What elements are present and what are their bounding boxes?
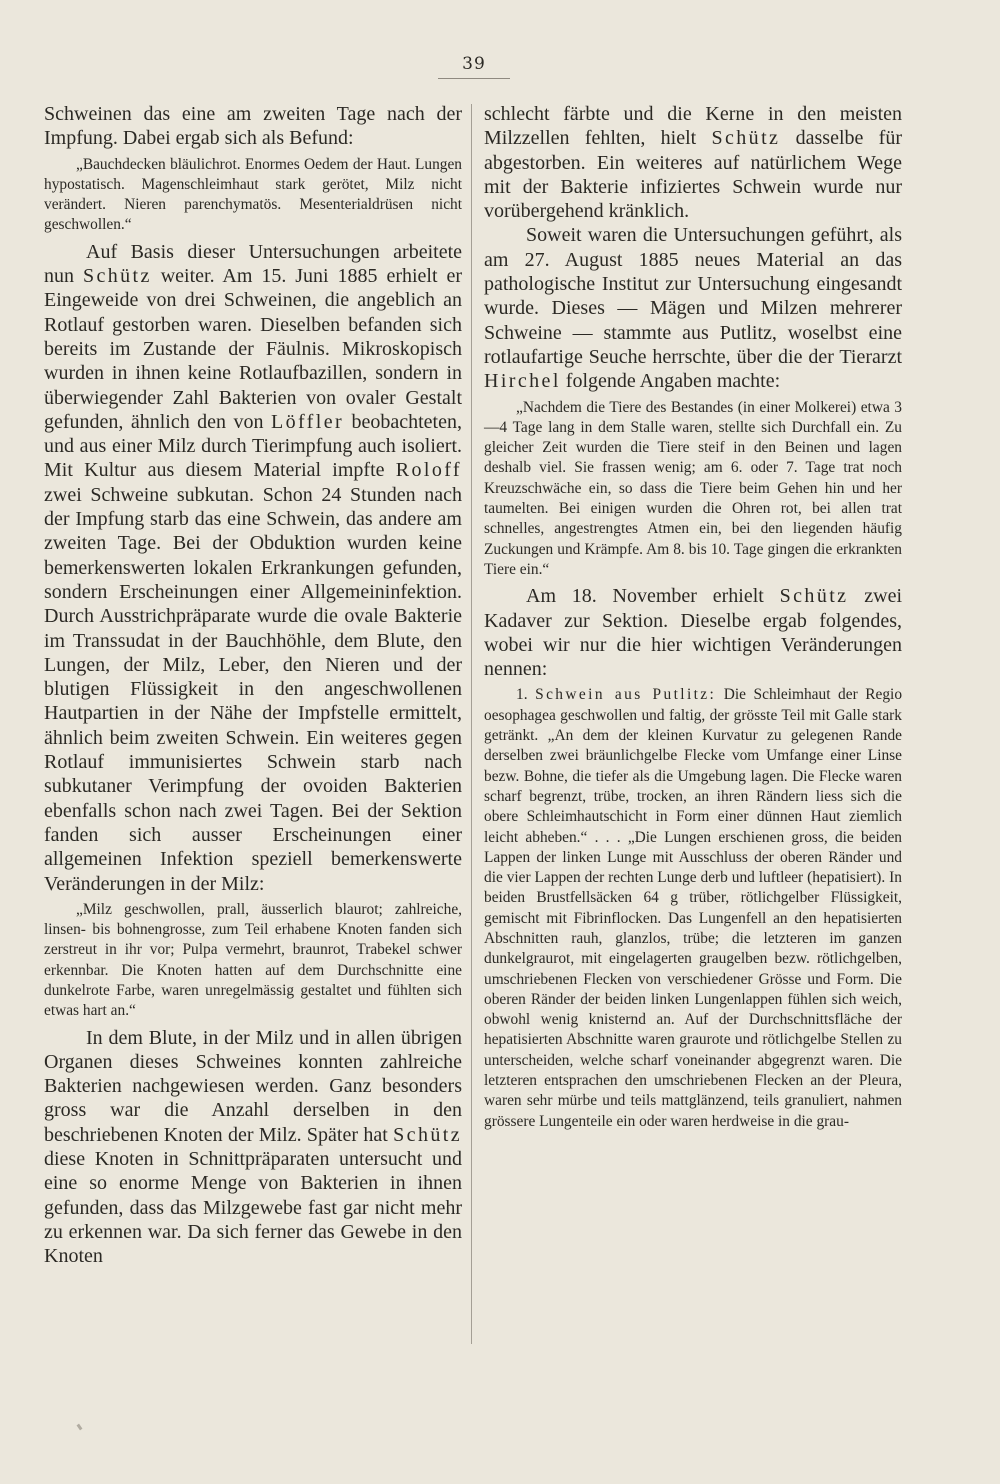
person-name: Schütz (711, 127, 781, 150)
text-run: folgende Angaben machte: (560, 370, 781, 393)
text-run: diese Knoten in Schnittpräparaten untersucht und eine so enorme Menge von Bakterien in ihnen gefunden, dass das Milzgewebe fast gar nicht mehr zu erkennen war. Da sich ferner das Gewebe in den Knoten (44, 1148, 462, 1268)
person-name: Roloff (395, 459, 462, 482)
person-name: Hirchel (484, 370, 561, 393)
paragraph (484, 223, 902, 393)
person-name: Schütz (393, 1123, 462, 1146)
quotation: „Milz geschwollen, prall, äusserlich blaurot; zahlreiche, linsen- bis bohnengrosse, zum Teil erhabene Knoten fanden sich zerstreut in ihr vor; Pulpa vermehrt, braunrot, Trabekel schwer erkennbar. Die Knoten hatten auf dem Durchschnitte eine dunkelrote Farbe, waren unregelmässig gestaltet und fühlten sich etwas hart an.“ (44, 900, 462, 1020)
text-run: beobachteten, und aus einer Milz durch Tierimpfung auch isoliert. Mit Kultur aus diesem Material impfte (44, 410, 462, 482)
text-run: In dem Blute, in der Milz und in allen übrigen Organen dieses Schweines konnten zahlreiche Bakterien nachgewiesen werden. Ganz besonders gross war die Anzahl derselben in den beschriebenen Knoten der Milz. Später hat (44, 1026, 462, 1146)
ink-mark (77, 1424, 83, 1431)
quotation: „Nachdem die Tiere des Bestandes (in einer Molkerei) etwa 3—4 Tage lang in dem Stalle waren, stellte sich Durchfall ein. Zu gleicher Zeit wurden die Tiere steif in den Beinen und lagen deshalb viel. Sie frassen wenig; am 6. oder 7. Tage trat noch Kreuzschwäche ein, so dass die Tiere beim Gehen hin und her taumelten. Bei einigen wurden die Ohren rot, bei allen trat schnelles, angestrengtes Atmen ein, bei den liegenden häufig Zuckungen und Krämpfe. Am 8. bis 10. Tage gingen die erkrankten Tiere ein.“ (484, 398, 902, 578)
page-number: 39 (438, 54, 510, 79)
text-run: Am 18. November erhielt (526, 585, 780, 608)
case-heading: Schwein aus Putlitz: (535, 686, 717, 704)
left-column (44, 102, 462, 1269)
text-run: schlecht färbte und die Kerne in den meisten Milzzellen fehlten, hielt (484, 103, 902, 150)
column-divider (471, 104, 472, 1344)
paragraph (44, 240, 462, 896)
text-run: zwei Kadaver zur Sektion. Dieselbe ergab folgendes, wobei wir nur die hier wichtigen Veränderungen nennen: (484, 585, 903, 681)
quotation: „Bauchdecken bläulichrot. Enormes Oedem der Haut. Lungen hypostatisch. Magenschleimhaut stark gerötet, Milz nicht verändert. Nieren parenchymatös. Mesenterialdrüsen nicht geschwollen.“ (44, 155, 462, 234)
person-name: Schütz (779, 585, 849, 608)
paragraph (484, 102, 902, 223)
text-run: Die Schleimhaut der Regio oesophagea geschwollen und faltig, der grösste Teil mit Galle stark getränkt. „An dem der kleinen Kurvatur zu gelegenen Rande derselben zwei bräunlichgelbe Flecke vom Umfange einer Linse bezw. Bohne, die tiefer als die Umgebung lagen. Die Flecke waren scharf begrenzt, trübe, trocken, an ihren Rändern liess sich die obere Schleimhautschicht in Form einer dünnen Haut ziemlich leicht abheben.“ . . . „Die Lungen erschienen gross, die beiden Lappen der linken Lunge mit Ausschluss der oberen Ränder und die vier Lappen der rechten Lunge derb und luftleer (hepatisiert). In beiden Brustfellsäcken 64 g trüber, rötlichgelber Flüssigkeit, gemischt mit Fibrinflocken. Das Lungenfell an den hepatisierten Abschnitten rauh, glanzlos, trübe; die letzteren im ganzen dunkelgraurot, mit eingelagerten graugelben bezw. rötlichgelben, umschriebenen Flecken von verschiedener Grösse und Form. Die oberen Ränder der beiden linken Lungenlappen fühlen sich weich, obwohl wenig knisternd an. Auf der Durchschnittsfläche der hepatisierten Abschnitte waren graurote und rötlichgelbe Stellen zu unterscheiden, welche scharf voneinander abgegrenzt waren. Die letzteren entsprachen den umschriebenen Flecken an der Pleura, waren sehr mürbe und teils mattglänzend, teils granuliert, nahmen grössere Lungenteile ein oder waren herdweise in die grau- (484, 686, 903, 1130)
case-number: 1. (516, 686, 536, 704)
paragraph: Schweinen das eine am zweiten Tage nach der Impfung. Dabei ergab sich als Befund: (44, 103, 462, 150)
person-name: Löffler (270, 410, 345, 433)
text-run: zwei Schweine subkutan. Schon 24 Stunden nach der Impfung starb das eine Schwein, das andere am zweiten Tage. Bei der Obduktion wurden keine bemerkenswerten lokalen Erkrankungen gefunden, sondern Erscheinungen einer Allgemeininfektion. Durch Ausstrichpräparate wurde die ovale Bakterie im Transsudat in der Bauchhöhle, dem Blute, den Lungen, der Milz, Leber, den Nieren und der blutigen Flüssigkeit in den angeschwollenen Hautpartien in der Nähe der Impfstelle ermittelt, ähnlich beim zweiten Schwein. Ein weiteres gegen Rotlauf immunisiertes Schwein starb nach subkutaner Verimpfung der ovoiden Bakterien ebenfalls schon nach zwei Tagen. Bei der Sektion fanden sich ausser Erscheinungen einer allgemeinen Infektion speziell bemerkenswerte Veränderungen in der Milz: (44, 483, 462, 895)
text-run: Soweit waren die Untersuchungen geführt, als am 27. August 1885 neues Material an das pathologische Institut zur Untersuchung eingesandt wurde. Dieses — Mägen und Milzen mehrerer Schweine — stammte aus Putlitz, woselbst eine rotlaufartige Seuche herrschte, über die der Tierarzt (484, 224, 902, 368)
person-name: Schütz (82, 265, 152, 288)
paragraph (484, 584, 902, 681)
text-run: Auf Basis dieser Untersuchungen arbeitete nun (44, 240, 462, 288)
right-column (484, 102, 902, 1132)
text-run: dasselbe für abgestorben. Ein weiteres auf natürlichem Wege mit der Bakterie infiziertes Schwein wurde nur vorübergehend kränklich. (484, 127, 902, 223)
text-run: weiter. Am 15. Juni 1885 erhielt er Eingeweide von drei Schweinen, die angeblich an Rotlauf gestorben waren. Dieselben befanden sich bereits im Zustande der Fäulnis. Mikroskopisch wurden in ihnen keine Rotlaufbazillen, sondern in überwiegender Zahl Bakterien von ovaler Gestalt gefunden, ähnlich den von (44, 265, 462, 433)
paragraph (44, 1026, 462, 1269)
case-description (484, 685, 902, 1132)
